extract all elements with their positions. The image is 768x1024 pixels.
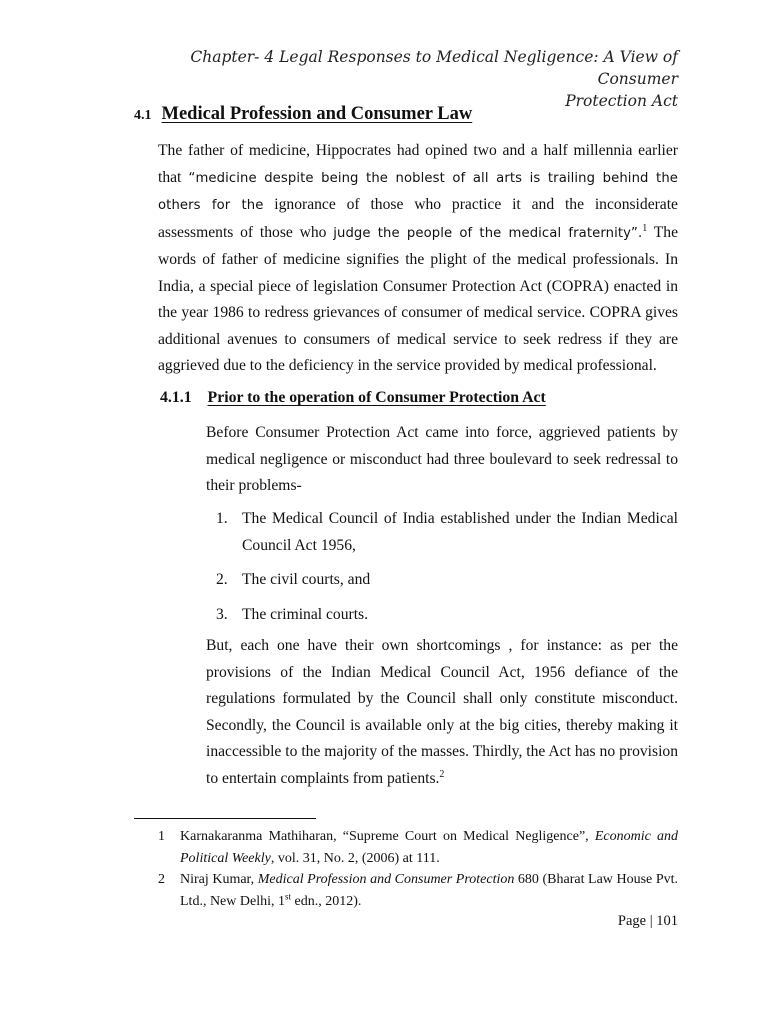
footnote-number: 2: [158, 872, 165, 887]
footnote-number: 1: [158, 829, 165, 844]
subsection-heading: [160, 389, 546, 407]
redressal-list: [206, 506, 678, 636]
running-header-line-1: Chapter- 4 Legal Responses to Medical Negligence: A View of Consumer: [190, 48, 678, 88]
intro-paragraph: [158, 138, 678, 380]
list-item: [206, 567, 678, 594]
section-title: Medical Profession and Consumer Law: [161, 104, 473, 124]
list-item-number: 1.: [216, 510, 228, 527]
list-item-text: The Medical Council of India established under the Indian Medical Council Act 1956,: [242, 510, 678, 554]
footnote-text-part: Niraj Kumar,: [180, 872, 258, 887]
subsection-paragraph-1: Before Consumer Protection Act came into force, aggrieved patients by medical negligence or misconduct had three boulevard to seek redressal to their problems-: [206, 424, 678, 494]
intro-lead: The father of medicine, Hippocrates had opined two and a half millennia earlier that: [158, 142, 678, 186]
page-number: Page | 101: [617, 913, 678, 929]
list-item-number: 3.: [216, 605, 228, 623]
footnote-ref-1[interactable]: 1: [642, 222, 648, 234]
list-item: [206, 506, 678, 559]
subsection-paragraph-2-text: But, each one have their own shortcomings , for instance: as per the provisions of the Indian Medical Council Act, 1956 defiance of the regulations formulated by the Council shall only constitute misconduct. Secondly, the Council is available only at the big cities, thereby making it inaccessible to the majority of the masses. Thirdly, the Act has no provision to entertain complaints from patients.: [206, 637, 678, 787]
section-number: 4.1: [134, 108, 152, 123]
intro-middle: ignorance of those who practice it and the inconsiderate assessments of those who: [158, 196, 678, 241]
hippocrates-quote-end: judge the people of the medical fraternity”.: [333, 225, 643, 241]
running-header: [118, 46, 678, 112]
footnote-text-part: edn., 2012).: [291, 894, 362, 909]
footnote-divider: [134, 818, 316, 819]
footnote-ref-2[interactable]: 2: [439, 768, 445, 780]
footnote-ordinal-suffix: st: [284, 891, 291, 902]
hippocrates-quote: “medicine despite being the noblest of all arts is trailing behind the others for the: [158, 170, 678, 213]
subsection-number: 4.1.1: [160, 389, 192, 406]
list-item-text: The civil courts, and: [242, 571, 371, 588]
footnote-2: [158, 869, 678, 913]
footnote-text-part: 680 (Bharat Law House Pvt. Ltd., New Delhi, 1: [180, 872, 678, 909]
subsection-title: Prior to the operation of Consumer Protection Act: [207, 389, 546, 406]
footnote-text-part: , vol. 31, No. 2, (2006) at 111.: [270, 851, 440, 866]
intro-rest: The words of father of medicine signifies the plight of the medical professionals. In India, a special piece of legislation Consumer Protection Act (COPRA) enacted in the year 1986 to redress grievances of consumer of medical service. COPRA gives additional avenues to consumers of medical service to seek redress if they are aggrieved due to the deficiency in the service provided by medical professional.: [158, 223, 678, 374]
footnote-journal-title: Economic and Political Weekly: [180, 829, 678, 866]
running-header-line-2: Protection Act: [565, 92, 678, 110]
footnote-text: [180, 826, 678, 870]
footnote-1: [158, 826, 678, 870]
footnote-text: [180, 869, 678, 913]
list-item: [206, 602, 678, 629]
footnote-book-title: Medical Profession and Consumer Protection: [257, 872, 515, 887]
subsection-paragraph-2: [206, 633, 678, 792]
list-item-text: The criminal courts.: [242, 605, 369, 623]
list-item-number: 2.: [216, 571, 228, 588]
footnote-text-part: Karnakaranma Mathiharan, “Supreme Court on Medical Negligence”,: [180, 829, 595, 844]
section-heading: [134, 104, 472, 125]
